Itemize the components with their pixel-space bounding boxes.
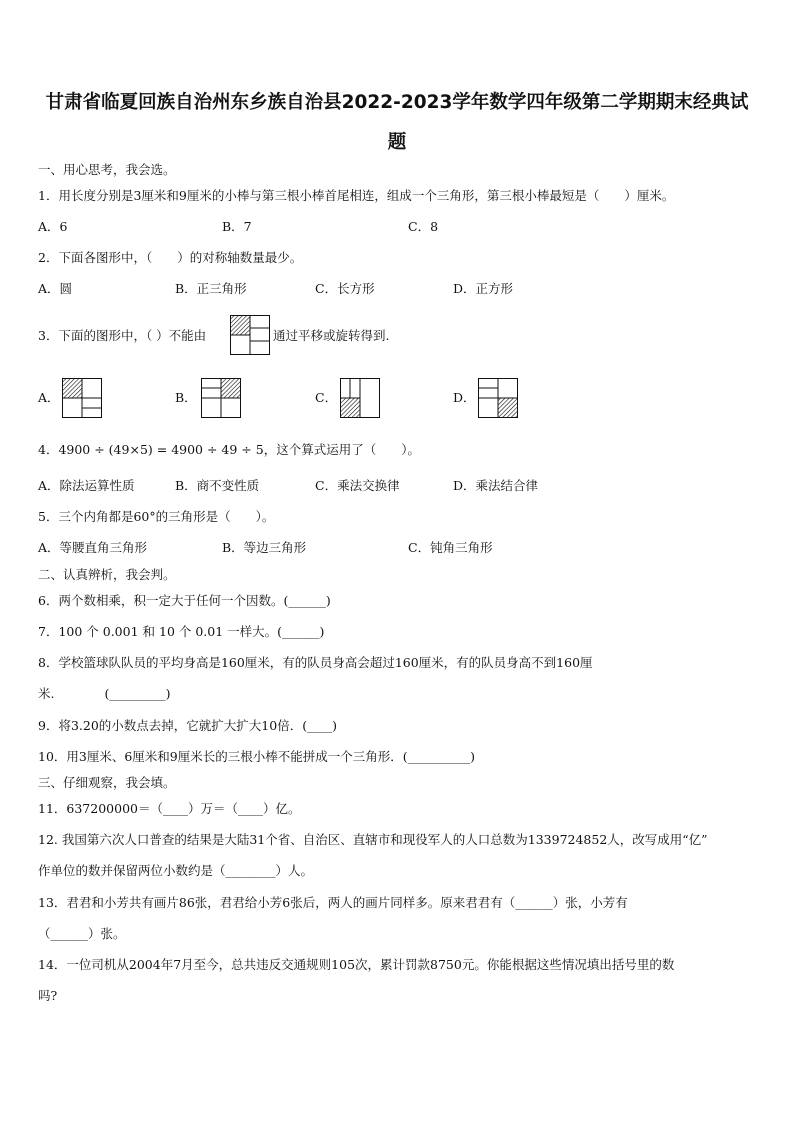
question-3-stem-start: 3．下面的图形中，（ ）不能由 — [38, 328, 207, 343]
question-3-option-a-figure[interactable] — [62, 378, 102, 418]
question-13-line1: 13．君君和小芳共有画片86张，君君给小芳6张后，两人的画片同样多。原来君君有（______）张，小芳有 — [38, 895, 628, 910]
question-5-stem: 5．三个内角都是60°的三角形是（ ）。 — [38, 509, 275, 524]
question-8-line2: 米. (_________) — [38, 686, 171, 701]
question-4-option-b[interactable]: B．商不变性质 — [175, 478, 260, 493]
question-3-option-c[interactable]: C． — [315, 390, 338, 405]
section-heading-3: 三、仔细观察，我会填。 — [38, 775, 176, 790]
question-4-option-d[interactable]: D．乘法结合律 — [453, 478, 539, 493]
question-4-option-a[interactable]: A．除法运算性质 — [38, 478, 135, 493]
question-12-line1: 12. 我国第六次人口普查的结果是大陆31个省、自治区、直辖市和现役军人的人口总数为1339724852人，改写成用“亿” — [38, 832, 708, 847]
section-heading-1: 一、用心思考，我会选。 — [38, 162, 176, 177]
question-14-line2: 吗? — [38, 988, 58, 1003]
question-7: 7．100 个 0.001 和 10 个 0.01 一样大。(______) — [38, 624, 325, 639]
question-3-option-b-figure[interactable] — [201, 378, 241, 418]
question-6: 6．两个数相乘，积一定大于任何一个因数。(______) — [38, 593, 331, 608]
question-3-option-a[interactable]: A． — [38, 390, 60, 405]
question-3-option-d-figure[interactable] — [478, 378, 518, 418]
question-2-option-d[interactable]: D．正方形 — [453, 281, 514, 296]
question-2-stem: 2．下面各图形中，（ ）的对称轴数量最少。 — [38, 250, 303, 265]
question-14-line1: 14．一位司机从2004年7月至今，总共违反交通规则105次，累计罚款8750元。你能根据这些情况填出括号里的数 — [38, 957, 675, 972]
question-5-option-b[interactable]: B．等边三角形 — [222, 540, 307, 555]
question-1-option-c[interactable]: C．8 — [408, 219, 439, 234]
question-3-reference-figure — [230, 315, 270, 355]
question-3-stem-end: 通过平移或旋转得到. — [273, 328, 390, 343]
exam-title-line2: 题 — [387, 132, 407, 153]
question-1-option-b[interactable]: B．7 — [222, 219, 252, 234]
question-3-option-d[interactable]: D． — [453, 390, 476, 405]
section-heading-2: 二、认真辨析，我会判。 — [38, 567, 176, 582]
exam-title-line1: 甘肃省临夏回族自治州东乡族自治县2022-2023学年数学四年级第二学期期末经典试 — [45, 92, 749, 113]
question-9: 9．将3.20的小数点去掉，它就扩大扩大10倍．(____) — [38, 718, 337, 733]
question-4-option-c[interactable]: C．乘法交换律 — [315, 478, 400, 493]
question-8-line1: 8．学校篮球队队员的平均身高是160厘米，有的队员身高会超过160厘米，有的队员身高不到160厘 — [38, 655, 593, 670]
question-11: 11．637200000＝（____）万＝（____）亿。 — [38, 801, 301, 816]
question-2-option-b[interactable]: B．正三角形 — [175, 281, 247, 296]
question-3-option-c-figure[interactable] — [340, 378, 380, 418]
question-3-option-b[interactable]: B． — [175, 390, 197, 405]
question-13-line2: （______）张。 — [38, 926, 126, 941]
question-4-stem: 4．4900 ÷ (49×5) = 4900 ÷ 49 ÷ 5，这个算式运用了（ ）。 — [38, 442, 420, 457]
question-2-option-a[interactable]: A．圆 — [38, 281, 73, 296]
question-1-option-a[interactable]: A．6 — [38, 219, 68, 234]
question-1-stem: 1．用长度分别是3厘米和9厘米的小棒与第三根小棒首尾相连，组成一个三角形，第三根小棒最短是（ ）厘米。 — [38, 188, 675, 203]
question-5-option-a[interactable]: A．等腰直角三角形 — [38, 540, 148, 555]
question-5-option-c[interactable]: C．钝角三角形 — [408, 540, 493, 555]
question-10: 10．用3厘米、6厘米和9厘米长的三根小棒不能拼成一个三角形．(__________) — [38, 749, 476, 764]
question-2-option-c[interactable]: C．长方形 — [315, 281, 375, 296]
question-12-line2: 作单位的数并保留两位小数约是（________）人。 — [38, 863, 314, 878]
